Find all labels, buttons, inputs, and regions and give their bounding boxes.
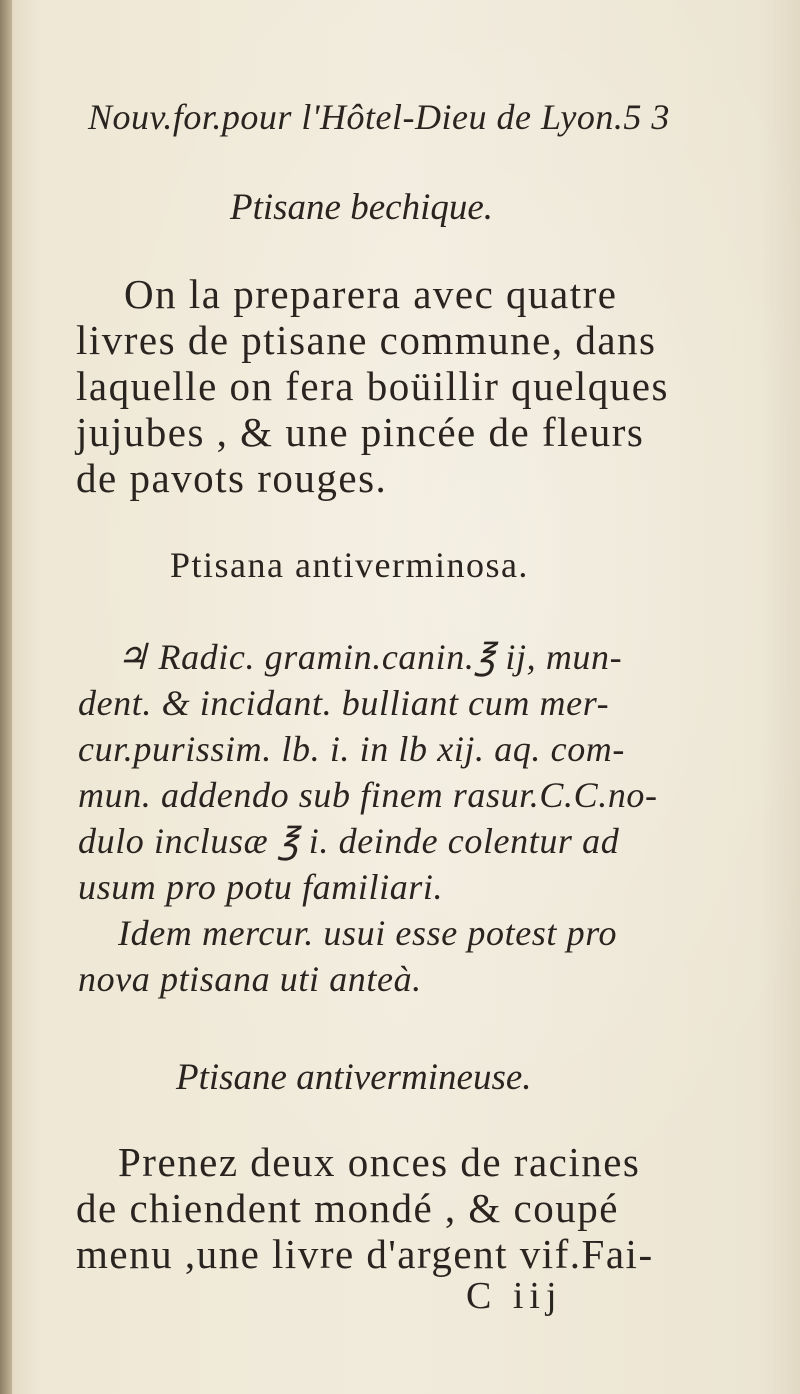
latin-line: nova ptisana uti anteà.: [78, 959, 422, 999]
body-line: Prenez deux onces de racines: [118, 1139, 641, 1185]
latin-line: ♃ Radic. gramin.canin.℥ ij, mun-: [116, 637, 623, 677]
body-line: de pavots rouges.: [76, 455, 388, 501]
latin-line: dent. & incidant. bulliant cum mer-: [78, 683, 610, 723]
latin-line: Idem mercur. usui esse potest pro: [118, 913, 618, 953]
latin-line: cur.purissim. lb. i. in lb xij. aq. com-: [78, 729, 625, 769]
body-line: livres de ptisane commune, dans: [76, 317, 657, 363]
latin-line: mun. addendo sub finem rasur.C.C.no-: [78, 775, 658, 815]
body-line: de chiendent mondé , & coupé: [76, 1185, 619, 1231]
latin-line: dulo inclusæ ℥ i. deinde colentur ad: [78, 821, 620, 861]
section-title-ptisane-bechique: Ptisane bechique.: [230, 187, 494, 228]
latin-line: usum pro potu familiari.: [78, 867, 444, 907]
body-line: jujubes , & une pincée de fleurs: [76, 409, 645, 455]
section-title-ptisana-antiverminosa: Ptisana antiverminosa.: [170, 545, 529, 585]
section-title-ptisane-antivermineuse: Ptisane antivermineuse.: [176, 1057, 532, 1098]
signature-mark: C iij: [466, 1275, 563, 1317]
body-line: laquelle on fera boüillir quelques: [76, 363, 669, 409]
page-binding-edge: [0, 0, 12, 1394]
body-line: menu ,une livre d'argent vif.Fai-: [76, 1231, 654, 1277]
running-head: Nouv.for.pour l'Hôtel-Dieu de Lyon.5 3: [88, 97, 670, 137]
body-line: On la preparera avec quatre: [124, 271, 618, 317]
